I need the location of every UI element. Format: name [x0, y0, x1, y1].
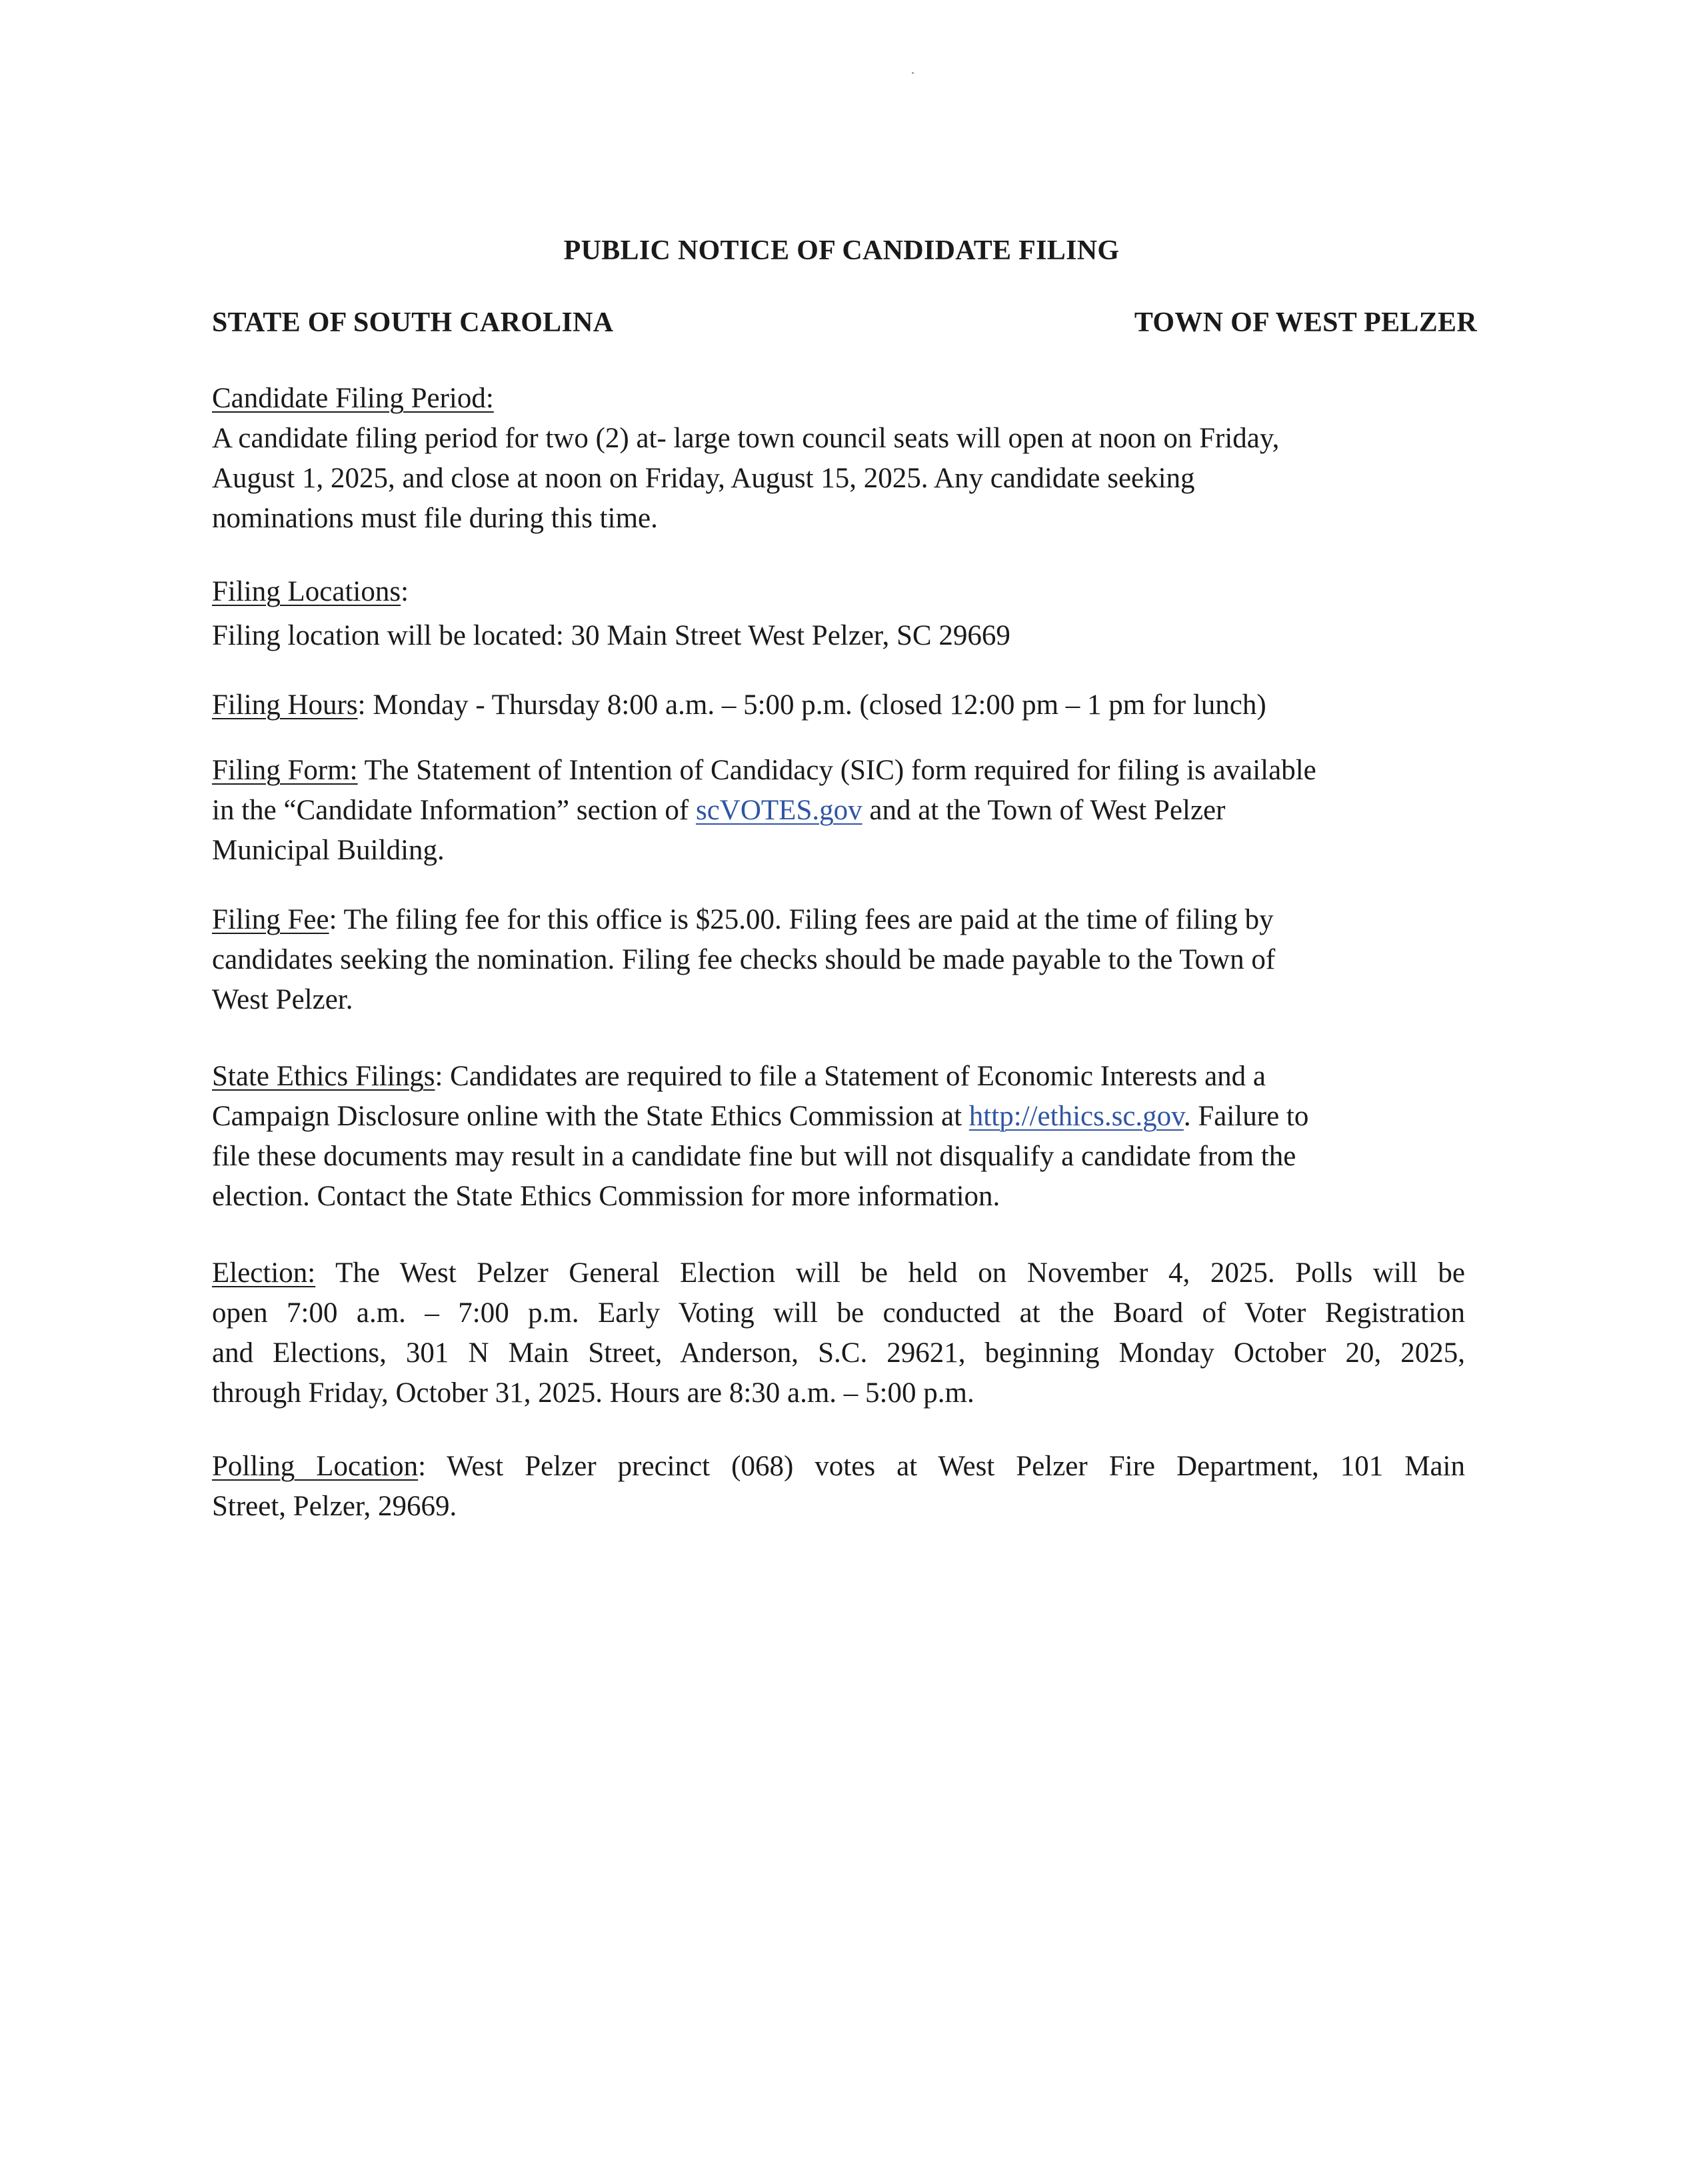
ethics-label: State Ethics Filings [212, 1061, 435, 1092]
polling-line: Street, Pelzer, 29669. [212, 1491, 457, 1522]
filing-hours-text: : Monday - Thursday 8:00 a.m. – 5:00 p.m. (closed 12:00 pm – 1 pm for lunch) [357, 689, 1266, 721]
filing-form-line: The Statement of Intention of Candidacy (SIC) form required for filing is available [357, 755, 1316, 786]
filing-fee-section [212, 900, 1465, 1020]
polling-section [212, 1447, 1465, 1527]
state-heading: STATE OF SOUTH CAROLINA [212, 307, 614, 338]
filing-form-line: in the “Candidate Information” section of [212, 795, 696, 826]
ethics-section [212, 1057, 1465, 1217]
filing-form-label: Filing Form: [212, 755, 358, 786]
filing-hours-section [212, 685, 1465, 725]
election-line: through Friday, October 31, 2025. Hours are 8:30 a.m. – 5:00 p.m. [212, 1377, 974, 1409]
page-title: PUBLIC NOTICE OF CANDIDATE FILING [563, 235, 1120, 266]
ethics-link[interactable]: http://ethics.sc.gov [968, 1101, 1184, 1132]
filing-fee-label: Filing Fee [212, 904, 329, 935]
filing-period-line: August 1, 2025, and close at noon on Friday, August 15, 2025. Any candidate seeking [212, 463, 1195, 494]
election-line: open 7:00 a.m. – 7:00 p.m. Early Voting will be conducted at the Board of Voter Registration [212, 1297, 1465, 1329]
election-label: Election: [212, 1257, 316, 1289]
ethics-line: Campaign Disclosure online with the State Ethics Commission at [212, 1101, 969, 1132]
election-line: and Elections, 301 N Main Street, Anderson, S.C. 29621, beginning Monday October 20, 2025, [212, 1337, 1465, 1369]
election-section [212, 1253, 1465, 1413]
filing-form-line: Municipal Building. [212, 835, 445, 866]
filing-locations-colon: : [401, 576, 409, 607]
filing-period-line: A candidate filing period for two (2) at- large town council seats will open at noon on Friday, [212, 423, 1280, 454]
ethics-line: election. Contact the State Ethics Commission for more information. [212, 1181, 1000, 1212]
filing-fee-line: West Pelzer. [212, 984, 353, 1015]
filing-fee-line: : The filing fee for this office is $25.00. Filing fees are paid at the time of filing by [329, 904, 1274, 935]
filing-period-label: Candidate Filing Period: [212, 383, 494, 414]
filing-period-section [212, 379, 1465, 539]
polling-line: : West Pelzer precinct (068) votes at West Pelzer Fire Department, 101 Main [418, 1451, 1465, 1482]
election-line: The West Pelzer General Election will be held on November 4, 2025. Polls will be [315, 1257, 1465, 1289]
ethics-line: file these documents may result in a candidate fine but will not disqualify a candidate from the [212, 1141, 1296, 1172]
scvotes-link[interactable]: scVOTES.gov [695, 795, 862, 826]
scan-speck [912, 72, 914, 74]
filing-form-line: and at the Town of West Pelzer [862, 795, 1226, 826]
town-heading: TOWN OF WEST PELZER [1134, 307, 1477, 338]
filing-locations-section [212, 572, 1465, 656]
filing-form-section [212, 751, 1465, 871]
ethics-line: : Candidates are required to file a Statement of Economic Interests and a [435, 1061, 1266, 1092]
filing-locations-text: Filing location will be located: 30 Main Street West Pelzer, SC 29669 [212, 620, 1010, 651]
ethics-line: . Failure to [1183, 1101, 1309, 1132]
filing-period-line: nominations must file during this time. [212, 503, 658, 534]
polling-label: Polling Location [212, 1451, 419, 1482]
filing-fee-line: candidates seeking the nomination. Filing fee checks should be made payable to the Town of [212, 944, 1276, 975]
filing-hours-label: Filing Hours [212, 689, 358, 721]
filing-locations-label: Filing Locations [212, 576, 401, 607]
